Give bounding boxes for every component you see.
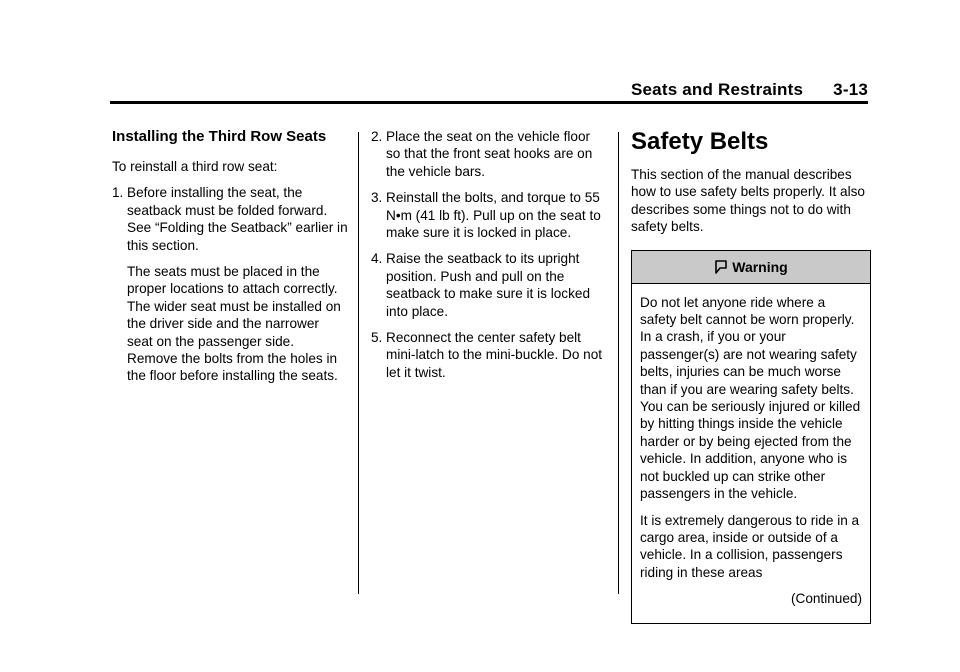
section-title: Seats and Restraints [630, 80, 804, 99]
warning-body [632, 284, 870, 623]
step-number: 2. [371, 129, 383, 144]
step-text: Before installing the seat, the seatback must be folded forward. See “Folding the Seatback” earlier in this section. [127, 185, 348, 253]
step-number: 1. [112, 185, 124, 201]
section-heading: Installing the Third Row Seats [112, 128, 327, 145]
column-middle [371, 128, 605, 390]
step-text: Reconnect the center safety belt mini-latch to the mini-buckle. Do not let it twist. [386, 330, 603, 380]
steps-list [112, 184, 348, 254]
list-item [371, 250, 605, 320]
step-number: 4. [371, 251, 383, 267]
warning-title: Warning [732, 258, 788, 275]
column-right [631, 128, 871, 624]
continued-label: (Continued) [790, 591, 862, 607]
page-number: 3-13 [833, 80, 868, 99]
step-note: The seats must be placed in the proper locations to attach correctly. The wider seat must be installed on the driver side and the narrower seat on the passenger side. Remove the bolts from the holes in the floor before installing the seats. [127, 264, 341, 384]
step-text: Raise the seatback to its upright position. Push and pull on the seatback to make sure it is locked into place. [386, 251, 590, 319]
section-heading: Safety Belts [631, 128, 769, 155]
page-header [110, 80, 868, 102]
warning-header [632, 251, 870, 284]
list-item [371, 189, 605, 241]
column-divider [618, 132, 619, 594]
warning-box [631, 250, 871, 624]
step-text: Reinstall the bolts, and torque to 55 N•m (41 lb ft). Pull up on the seat to make sure it is locked in place. [386, 190, 601, 241]
header-rule [110, 101, 868, 104]
steps-list [371, 128, 605, 381]
step-number: 5. [371, 330, 383, 346]
column-divider [358, 132, 359, 594]
step-text: Place the seat on the vehicle floor so that the front seat hooks are on the vehicle bars. [386, 129, 593, 179]
column-left [112, 128, 348, 394]
list-item [371, 128, 605, 180]
warning-paragraph: It is extremely dangerous to ride in a cargo area, inside or outside of a vehicle. In a collision, passengers riding in these areas [640, 512, 860, 580]
step-number: 3. [371, 190, 383, 206]
intro-text: This section of the manual describes how to use safety belts properly. It also describes some things not to do with safety belts. [631, 167, 865, 235]
intro-text: To reinstall a third row seat: [112, 159, 278, 174]
list-item [371, 329, 605, 381]
list-item [112, 184, 348, 254]
warning-paragraph: Do not let anyone ride where a safety belt cannot be worn properly. In a crash, if you or your passenger(s) are not wearing safety belts, injuries can be much worse than if you are wearing safety belts. You can be seriously injured or killed by hitting things inside the vehicle harder or by being ejected from the vehicle. In addition, anyone who is not buckled up can strike other passengers in the vehicle. [640, 294, 861, 502]
warning-icon [714, 259, 728, 275]
